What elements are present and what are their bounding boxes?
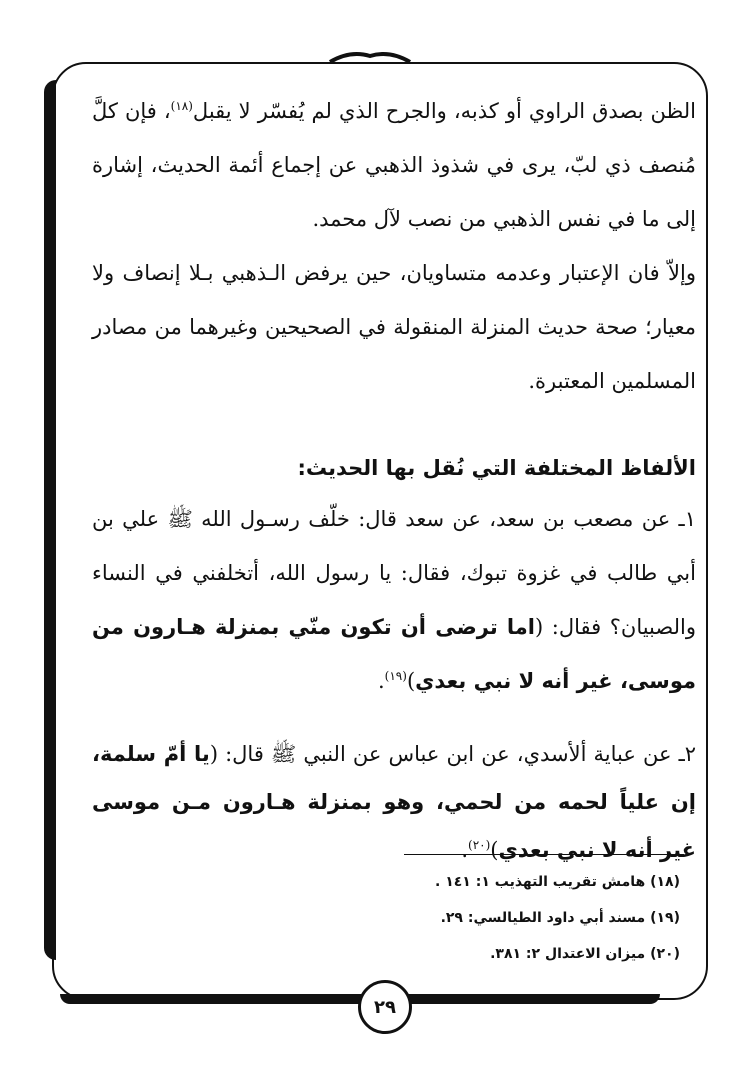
hadith-2: ٢ـ عن عباية ألأسدي، عن ابن عباس عن النبي ﷺ قال: (يا أمّ سلمة، إن علياً لحمه من لحمي، وهو بمنزلة هـارون مـن موسى غير أنه لا نبي بعدي)$^{(٢٠)}$.: [92, 742, 696, 862]
footnote-divider: [404, 854, 684, 855]
footnote-19: (١٩) مسند أبي داود الطيالسي: ٢٩.: [440, 910, 680, 926]
hadith-1-quote: اما ترضى أن تكون منّي بمنزلة هـارون من موسى، غير أنه لا نبي بعدي: [92, 615, 696, 693]
main-text: [92, 84, 696, 874]
footnotes: [300, 864, 680, 972]
footnote-20: (٢٠) ميزان الاعتدال ٢: ٣٨١.: [490, 946, 680, 962]
top-ornament-icon: [320, 46, 420, 66]
paragraph-1: الظن بصدق الراوي أو كذبه، والجرح الذي لم يُفسّر لا يقبل$^{(١٨)}$، فإن كلَّ مُنصف ذي لبّ، يرى في شذوذ الذهبي عن إجماع أئمة الحديث، إشارة إلى ما في نفس الذهبي من نصب لآل محمد.: [92, 99, 697, 231]
footnote-ref-18: (١٨): [170, 99, 193, 113]
hadith-1: ١ـ عن مصعب بن سعد، عن سعد قال: خلّف رسـول الله ﷺ علي بن أبي طالب في غزوة تبوك، فقال: يا رسول الله، أتخلفني في النساء والصبيان؟ فقال: (اما ترضى أن تكون منّي بمنزلة هـارون من موسى، غير أنه لا نبي بعدي)$^{(١٩)}$.: [92, 507, 696, 693]
section-heading: الألفاظ المختلفة التي نُقل بها الحديث:: [297, 456, 696, 480]
page-number: ٢٩: [358, 980, 412, 1034]
hadith-2-quote: يا أمّ سلمة، إن علياً لحمه من لحمي، وهو بمنزلة هـارون مـن موسى غير أنه لا نبي بعدي: [92, 742, 696, 862]
paragraph-2: وإلاّ فان الإعتبار وعدمه متساويان، حين يرفض الـذهبي بـلا إنصاف ولا معيار؛ صحة حديث المنزلة المنقولة في الصحيحين وغيرهما من مصادر المسلمين المعتبرة.: [92, 261, 696, 393]
footnote-ref-20: (٢٠): [468, 838, 491, 852]
footnote-ref-19: (١٩): [384, 669, 407, 683]
footnote-18: (١٨) هامش تقريب التهذيب ١: ١٤١ .: [435, 874, 680, 890]
